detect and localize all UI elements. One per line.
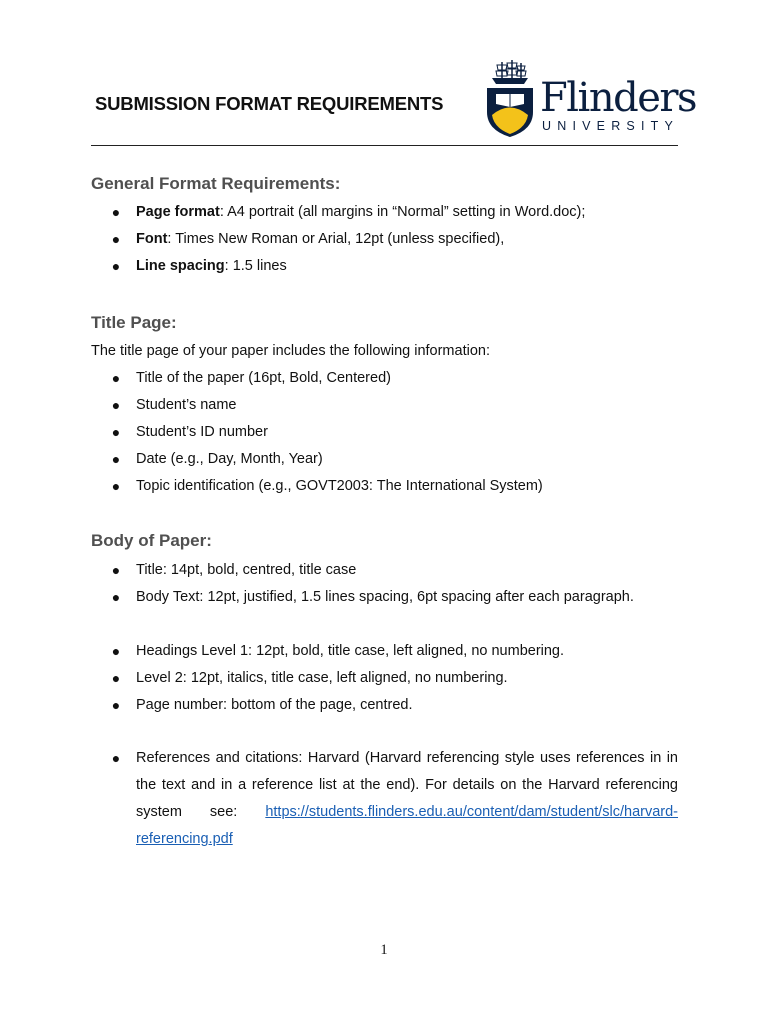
bullet-icon: ● — [111, 424, 121, 440]
item-text: Page number: bottom of the page, centred. — [136, 697, 413, 713]
header-divider — [91, 145, 678, 146]
bullet-icon: ● — [111, 478, 121, 494]
item-text: Level 2: 12pt, italics, title case, left aligned, no numbering. — [136, 670, 508, 686]
item-label: Line spacing — [136, 258, 225, 274]
bullet-icon: ● — [111, 204, 121, 220]
bullet-icon: ● — [111, 750, 121, 766]
logo-subword: UNIVERSITY — [542, 119, 680, 133]
list-item — [0, 226, 768, 253]
item-text: : A4 portrait (all margins in “Normal” setting in Word.doc); — [219, 204, 586, 220]
bullet-icon: ● — [111, 589, 121, 605]
item-text: Title: 14pt, bold, centred, title case — [136, 562, 357, 578]
title-page-intro: The title page of your paper includes the following information: — [91, 343, 490, 359]
bullet-icon: ● — [111, 397, 121, 413]
item-text: Topic identification (e.g., GOVT2003: The International System) — [136, 478, 543, 494]
item-text: Body Text: 12pt, justified, 1.5 lines spacing, 6pt spacing after each paragraph. — [136, 589, 634, 605]
list-item — [0, 199, 768, 226]
bullet-icon: ● — [111, 370, 121, 386]
title-page-heading: Title Page: — [91, 313, 177, 332]
bullet-icon: ● — [111, 258, 121, 274]
references-text: References and citations: Harvard (Harvard referencing style uses references in in the text and in a reference list at the end). For details on the Harvard referencing system see: — [136, 750, 678, 820]
references-item — [136, 745, 678, 853]
bullet-icon: ● — [111, 670, 121, 686]
university-crest-icon — [484, 60, 536, 138]
harvard-referencing-link[interactable]: https://students.flinders.edu.au/content/dam/student/slc/harvard-referencing.pdf — [136, 804, 679, 847]
body-heading: Body of Paper: — [91, 531, 212, 550]
list-item — [0, 692, 768, 719]
list-item — [0, 638, 768, 665]
bullet-icon: ● — [111, 231, 121, 247]
bullet-icon: ● — [111, 697, 121, 713]
list-item — [0, 419, 768, 446]
list-item — [0, 557, 768, 584]
item-text: : Times New Roman or Arial, 12pt (unless specified), — [167, 231, 505, 247]
bullet-icon: ● — [111, 562, 121, 578]
logo-wordmark: Flinders — [540, 75, 697, 121]
list-item — [0, 446, 768, 473]
page-number: 1 — [380, 942, 388, 958]
item-label: Page format — [136, 204, 220, 220]
list-item — [0, 665, 768, 692]
list-item — [0, 253, 768, 280]
flinders-logo — [484, 60, 697, 140]
bullet-icon: ● — [111, 643, 121, 659]
list-item — [0, 584, 768, 611]
item-text: Student’s name — [136, 397, 237, 413]
document-title: SUBMISSION FORMAT REQUIREMENTS — [95, 93, 444, 114]
list-item — [0, 392, 768, 419]
item-text: Title of the paper (16pt, Bold, Centered) — [136, 370, 391, 386]
item-label: Font — [136, 231, 168, 247]
list-item — [0, 473, 768, 500]
item-text: : 1.5 lines — [224, 258, 287, 274]
list-item — [0, 365, 768, 392]
item-text: Date (e.g., Day, Month, Year) — [136, 451, 323, 467]
bullet-icon: ● — [111, 451, 121, 467]
general-heading: General Format Requirements: — [91, 174, 341, 193]
item-text: Student’s ID number — [136, 424, 268, 440]
item-text: Headings Level 1: 12pt, bold, title case, left aligned, no numbering. — [136, 643, 565, 659]
